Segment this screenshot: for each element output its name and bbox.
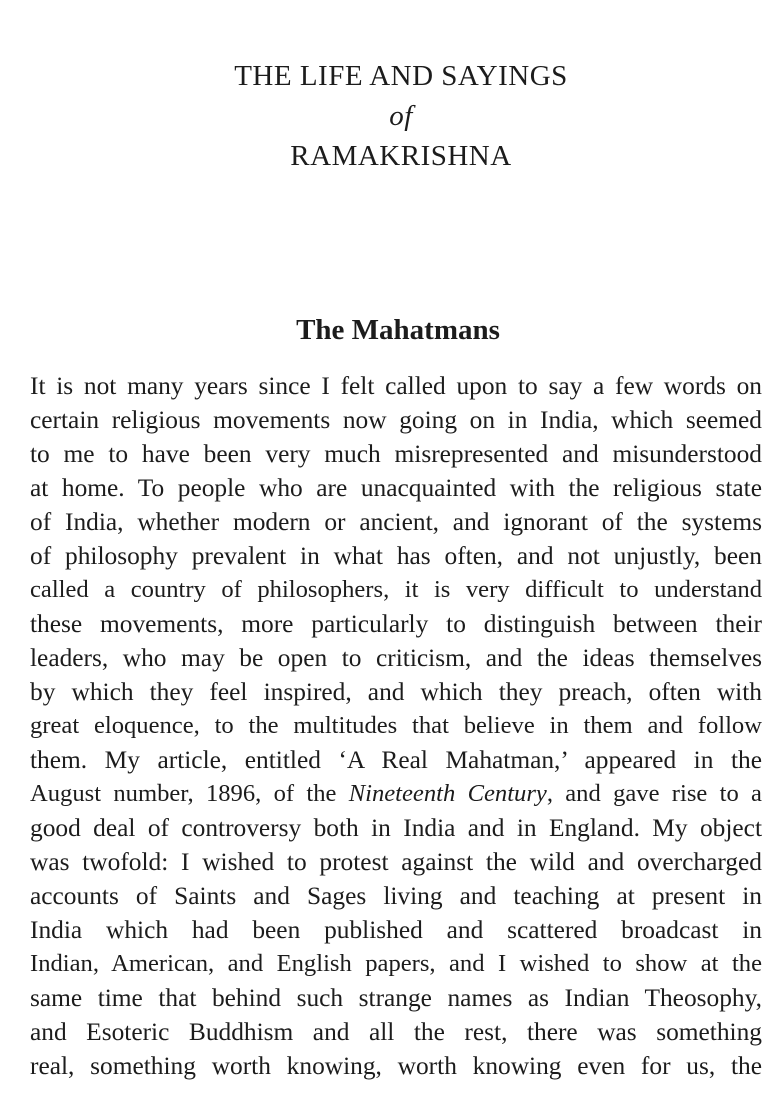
body-line: leaders, who may be open to criticism, and the ideas themselves [30, 644, 762, 672]
body-line: them. My article, entitled ‘A Real Mahatman,’ appeared in the [30, 746, 762, 774]
body-line-with-journal-title [30, 777, 762, 811]
book-title-line-1: THE LIFE AND SAYINGS [234, 60, 568, 92]
body-line: same time that behind such strange names as Indian Theosophy, [30, 984, 762, 1012]
book-title-line-3: RAMAKRISHNA [290, 140, 512, 172]
body-line: called a country of philosophers, it is very difficult to understand [30, 576, 762, 603]
body-line: and Esoteric Buddhism and all the rest, there was something [30, 1018, 762, 1046]
body-line-text: August number, 1896, of the [30, 780, 349, 807]
body-line: these movements, more particularly to distinguish between their [30, 610, 762, 638]
body-line: to me to have been very much misrepresented and misunderstood [30, 440, 762, 468]
body-line: by which they feel inspired, and which they preach, often with [30, 678, 762, 706]
body-line: India which had been published and scattered broadcast in [30, 916, 762, 944]
body-line: was twofold: I wished to protest against the wild and overcharged [30, 848, 762, 876]
body-line: great eloquence, to the multitudes that believe in them and follow [30, 712, 762, 739]
body-line: at home. To people who are unacquainted with the religious state [30, 474, 762, 502]
body-line: good deal of controversy both in India and in England. My object [30, 814, 762, 842]
body-line: certain religious movements now going on in India, which seemed [30, 406, 762, 434]
body-line: real, something worth knowing, worth knowing even for us, the [30, 1052, 762, 1080]
book-title-connector: of [389, 100, 413, 132]
chapter-heading: The Mahatmans [296, 314, 500, 346]
body-line: It is not many years since I felt called upon to say a few words on [30, 372, 762, 400]
body-line: of India, whether modern or ancient, and ignorant of the systems [30, 508, 762, 536]
body-line-text: , and gave rise to a [546, 780, 762, 807]
body-line: of philosophy prevalent in what has often, and not unjustly, been [30, 542, 762, 570]
book-title [0, 56, 780, 176]
body-line: accounts of Saints and Sages living and teaching at present in [30, 882, 762, 910]
journal-title: Nineteenth Century [348, 780, 547, 807]
body-line: Indian, American, and English papers, and I wished to show at the [30, 950, 762, 977]
body-paragraph [30, 369, 762, 1083]
